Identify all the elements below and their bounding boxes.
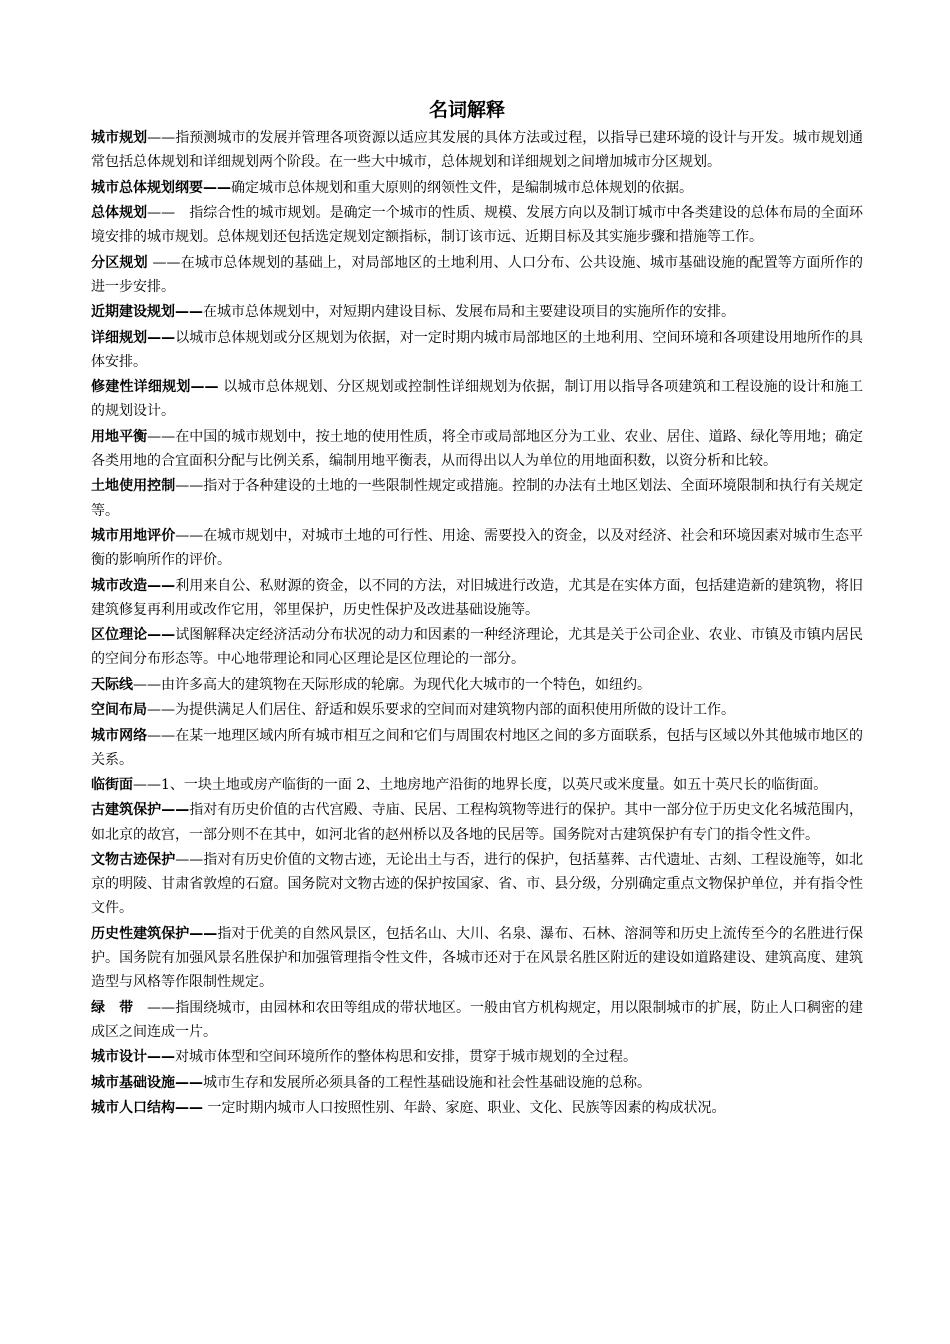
glossary-entry <box>91 1045 863 1069</box>
glossary-term: 临街面 <box>91 777 133 794</box>
glossary-entry <box>91 1096 863 1120</box>
glossary-entry <box>91 574 863 622</box>
glossary-term: 近期建设规划—— <box>91 304 203 321</box>
glossary-term: 分区规划 <box>91 254 148 271</box>
glossary-term: 天际线 <box>91 676 133 693</box>
glossary-definition: 指对于优美的自然风景区，包括名山、大川、名泉、瀑布、石林、溶洞等和历史上流传至今的名胜进行保护。国务院有加强风景名胜保护和加强管理指令性文件，各城市还对于在风景名胜区附近的建设如道路建设、建筑高度、建筑造型与风格等作限制性规定。 <box>91 925 863 991</box>
glossary-definition: 指对有历史价值的古代宫殿、寺庙、民居、工程构筑物等进行的保护。其中一部分位于历史文化名城范围内，如北京的故宫，一部分则不在其中，如河北省的赵州桥以及各地的民居等。国务院对古建筑保护有专门的指令性文件。 <box>91 802 864 843</box>
glossary-definition: ——1、一块土地或房产临街的一面 2、土地房地产沿街的地界长度，以英尺或米度量。如五十英尺长的临街面。 <box>133 777 828 794</box>
glossary-entry <box>91 773 863 797</box>
glossary-entry <box>91 375 863 423</box>
glossary-term: 详细规划—— <box>91 329 176 346</box>
glossary-entry <box>91 425 863 473</box>
glossary-definition: ——由许多高大的建筑物在天际形成的轮廓。为现代化大城市的一个特色，如纽约。 <box>133 676 651 693</box>
glossary-term: 城市设计—— <box>91 1049 175 1066</box>
glossary-entry <box>91 524 863 572</box>
glossary-term: 文物古迹保护 <box>91 852 176 869</box>
glossary-definition: ——指对有历史价值的文物古迹，无论出土与否，进行的保护，包括墓葬、古代遗址、古刻、工程设施等，如北京的明陵、甘肃省敦煌的石窟。国务院对文物古迹的保护按国家、省、市、县分级，分别确定重点文物保护单位，并有指令性文件。 <box>91 852 864 917</box>
glossary-entry <box>91 848 863 921</box>
glossary-list <box>91 126 863 1120</box>
glossary-term: 土地使用控制 <box>91 478 176 495</box>
glossary-term: 城市总体规划纲要—— <box>91 179 231 196</box>
glossary-entry <box>91 798 863 846</box>
glossary-term: 城市用地评价 <box>91 527 176 544</box>
glossary-definition: 确定城市总体规划和重大原则的纲领性文件，是编制城市总体规划的依据。 <box>231 179 693 196</box>
glossary-term: 历史性建筑保护—— <box>91 925 218 942</box>
glossary-definition: ——为提供满足人们居住、舒适和娱乐要求的空间而对建筑物内部的面积使用所做的设计工作。 <box>147 702 735 719</box>
document-page <box>91 96 863 1121</box>
glossary-definition: 在城市总体规划中，对短期内建设目标、发展布局和主要建设项目的实施所作的安排。 <box>203 304 735 321</box>
glossary-definition: 以城市总体规划、分区规划或控制性详细规划为依据，制订用以指导各项建筑和工程设施的设计和施工的规划设计。 <box>91 379 864 420</box>
glossary-term: 古建筑保护—— <box>91 802 190 819</box>
document-title: 名词解释 <box>428 99 505 121</box>
glossary-term: 城市规划 <box>91 130 148 146</box>
glossary-entry <box>91 126 863 174</box>
glossary-definition: ——指预测城市的发展并管理各项资源以适应其发展的具体方法或过程，以指导已建环境的设计与开发。城市规划通常包括总体规划和详细规划两个阶段。在一些大中城市，总体规划和详细规划之间增加城市分区规划。 <box>91 130 864 171</box>
glossary-definition: ——指围绕城市，由园林和农田等组成的带状地区。一般由官方机构规定，用以限制城市的扩展，防止人口稠密的建成区之间连成一片。 <box>91 999 864 1040</box>
glossary-definition: ——在中国的城市规划中，按土地的使用性质，将全市或局部地区分为工业、农业、居住、道路、绿化等用地；确定各类用地的合宜面积分配与比例关系，编制用地平衡表，从而得出以人为单位的用地面积数，以资分析和比较。 <box>91 428 864 469</box>
glossary-definition: 一定时期内城市人口按照性别、年龄、家庭、职业、文化、民族等因素的构成状况。 <box>203 1100 726 1117</box>
glossary-definition: ——指对于各种建设的土地的一些限制性规定或措施。控制的办法有土地区划法、全面环境限制和执行有关规定等。 <box>91 478 864 519</box>
glossary-entry <box>91 698 863 722</box>
glossary-definition: 城市生存和发展所必须具备的工程性基础设施和社会性基础设施的总称。 <box>203 1074 651 1091</box>
glossary-term: 总体规划 <box>91 204 148 221</box>
glossary-term: 城市基础设施—— <box>91 1074 203 1091</box>
glossary-entry <box>91 922 863 995</box>
glossary-term: 城市网络 <box>91 727 148 744</box>
glossary-entry <box>91 201 863 249</box>
glossary-definition: ——在城市规划中，对城市土地的可行性、用途、需要投入的资金，以及对经济、社会和环境因素对城市生态平衡的影响所作的评价。 <box>91 527 864 569</box>
glossary-entry <box>91 673 863 697</box>
glossary-entry <box>91 251 863 299</box>
glossary-term: 城市人口结构—— <box>91 1100 203 1117</box>
glossary-definition: ——在城市总体规划的基础上，对局部地区的土地利用、人口分布、公共设施、城市基础设施的配置等方面所作的进一步安排。 <box>91 254 863 295</box>
glossary-term: 修建性详细规划—— <box>91 379 219 396</box>
glossary-term: 区位理论—— <box>91 627 176 644</box>
glossary-entry <box>91 623 863 671</box>
glossary-term: 用地平衡 <box>91 428 148 445</box>
glossary-entry <box>91 724 863 772</box>
glossary-definition: —— 指综合性的城市规划。是确定一个城市的性质、规模、发展方向以及制订城市中各类建设的总体布局的全面环境安排的城市规划。总体规划还包括选定规划定额指标，制订该市远、近期目标及其实施步骤和措施等工作。 <box>91 204 864 246</box>
glossary-term: 城市改造—— <box>91 577 176 594</box>
glossary-definition: 试图解释决定经济活动分布状况的动力和因素的一种经济理论，尤其是关于公司企业、农业、市镇及市镇内居民的空间分布形态等。中心地带理论和同心区理论是区位理论的一部分。 <box>91 627 864 668</box>
glossary-term: 绿 带 <box>91 999 148 1016</box>
glossary-entry <box>91 326 863 374</box>
glossary-entry <box>91 996 863 1044</box>
glossary-entry <box>91 474 863 522</box>
glossary-definition: 对城市体型和空间环境所作的整体构思和安排，贯穿于城市规划的全过程。 <box>175 1049 637 1066</box>
glossary-entry <box>91 300 863 324</box>
glossary-definition: 以城市总体规划或分区规划为依据，对一定时期内城市局部地区的土地利用、空间环境和各项建设用地所作的具体安排。 <box>91 329 864 370</box>
glossary-entry <box>91 176 863 200</box>
glossary-entry <box>91 1071 863 1095</box>
glossary-definition: 利用来自公、私财源的资金，以不同的方法，对旧城进行改造，尤其是在实体方面，包括建造新的建筑物，将旧建筑修复再利用或改作它用，邻里保护，历史性保护及改进基础设施等。 <box>91 577 864 618</box>
glossary-definition: ——在某一地理区域内所有城市相互之间和它们与周围农村地区之间的多方面联系，包括与区域以外其他城市地区的关系。 <box>91 727 864 768</box>
glossary-term: 空间布局 <box>91 702 147 719</box>
